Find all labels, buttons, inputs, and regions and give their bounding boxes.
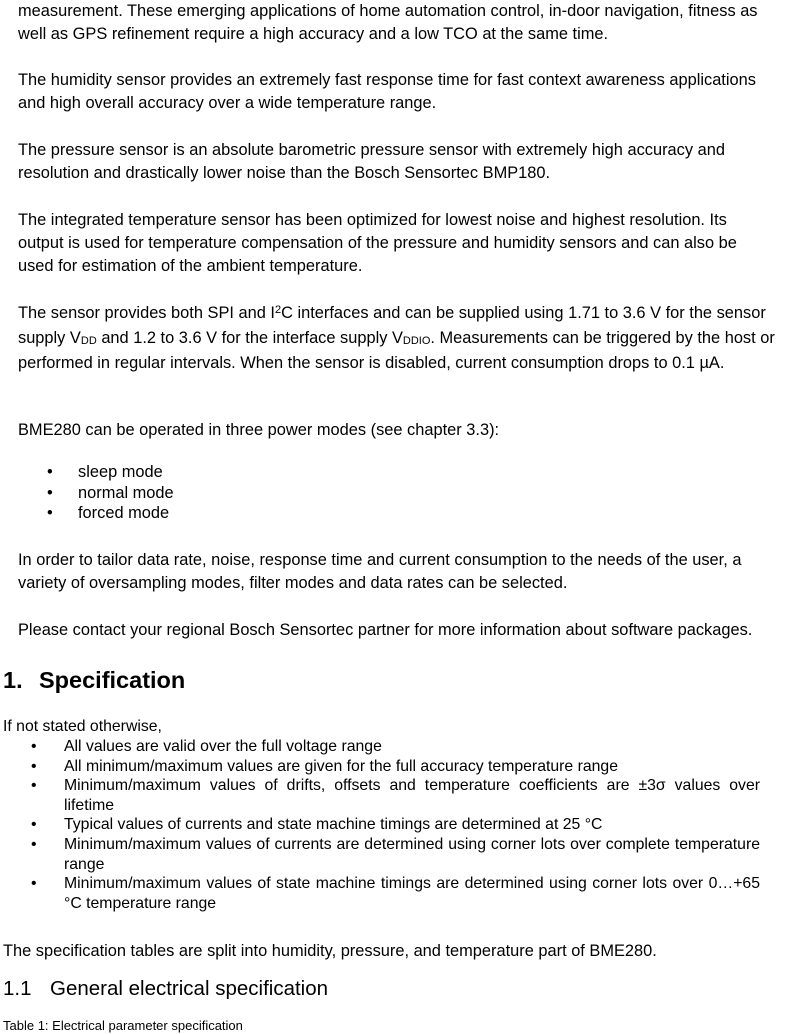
subsection-title: General electrical specification [50,977,329,1000]
paragraph-power-modes: BME280 can be operated in three power modes (see chapter 3.3): [18,421,500,439]
list-item: • Typical values of currents and state machine timings are determined at 25 °C [0,815,760,835]
section-title: Specification [39,667,186,693]
paragraph-pressure-sensor: The pressure sensor is an absolute barometric pressure sensor with extremely high accuracy and resolution and drastically lower noise than the Bosch Sensortec BMP180. [18,141,725,182]
vdd-subscript: DD [80,335,97,347]
power-modes-list [0,462,760,524]
paragraph-interfaces [18,302,776,375]
specification-split-note: The specification tables are split into humidity, pressure, and temperature part of BME280. [3,942,657,960]
paragraph-contact: Please contact your regional Bosch Sensortec partner for more information about software packages. [18,621,753,639]
subsection-number: 1.1 [3,977,32,1000]
section-heading-specification [3,664,185,696]
interfaces-text-4: . Measurements can be triggered by the host or performed in regular intervals. When the sensor is disabled, current consumption drops to 0.1 µA. [18,329,775,372]
interfaces-text-3: and 1.2 to 3.6 V for the interface supply V [96,329,403,347]
list-item: • sleep mode [0,462,760,483]
list-item: • All minimum/maximum values are given for the full accuracy temperature range [0,757,760,777]
list-item: • Minimum/maximum values of drifts, offsets and temperature coefficients are ±3σ values over lifetime [0,776,760,815]
paragraph-oversampling: In order to tailor data rate, noise, response time and current consumption to the needs of the user, a variety of oversampling modes, filter modes and data rates can be selected. [18,551,742,592]
paragraph-applications: measurement. These emerging applications of home automation control, in-door navigation, fitness as well as GPS refinement require a high accuracy and a low TCO at the same time. [18,2,758,43]
section-number: 1. [3,667,23,693]
vddio-subscript: DDIO [402,335,431,347]
list-item: • Minimum/maximum values of currents are determined using corner lots over complete temperature range [0,835,760,874]
paragraph-temperature-sensor: The integrated temperature sensor has been optimized for lowest noise and highest resolution. Its output is used for temperature compensation of the pressure and humidity sensors and can also be used for estimation of the ambient temperature. [18,211,737,275]
specification-intro: If not stated otherwise, [3,718,162,735]
subsection-heading-electrical [3,975,328,1003]
list-item: • normal mode [0,483,760,504]
paragraph-humidity-sensor: The humidity sensor provides an extremely fast response time for fast context awareness applications and high overall accuracy over a wide temperature range. [18,71,756,112]
table-caption: Table 1: Electrical parameter specification [3,1018,243,1033]
list-item: • forced mode [0,503,760,524]
list-item: • All values are valid over the full voltage range [0,737,760,757]
list-item: • Minimum/maximum values of state machine timings are determined using corner lots over 0…+65 °C temperature range [0,874,760,913]
specification-conditions-list [0,737,760,913]
i2c-superscript: 2 [274,304,282,316]
interfaces-text-2: C interfaces and can be supplied using 1.71 to 3.6 V for the sensor supply V [18,304,766,347]
interfaces-text-1: The sensor provides both SPI and I [18,304,275,322]
